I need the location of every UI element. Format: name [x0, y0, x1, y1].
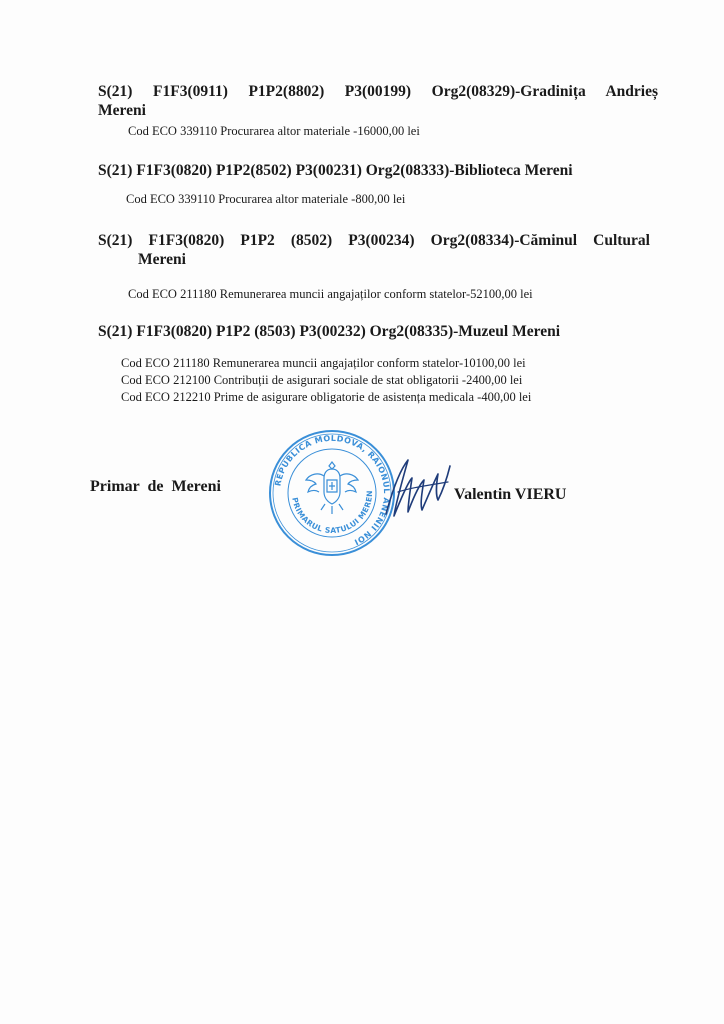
stamp-inner-text: PRIMARUL SATULUI MEREN: [290, 490, 375, 536]
section-heading-caminul: [98, 231, 650, 269]
signatory-title: Primar de Mereni: [90, 478, 221, 495]
eco-item: Cod ECO 339110 Procurarea altor materiale -800,00 lei: [126, 192, 406, 206]
section-heading-gradinita: [98, 82, 658, 120]
section-heading-line: Mereni: [138, 251, 186, 268]
section-heading-biblioteca: [98, 161, 658, 180]
section-heading-line: S(21) F1F3(0820) P1P2 (8502) P3(00234) Org2(08334)-Căminul Cultural: [98, 232, 650, 249]
section-heading-line: S(21) F1F3(0820) P1P2(8502) P3(00231) Org2(08333)-Biblioteca Mereni: [98, 162, 573, 179]
stamp-outer-text: REPUBLICA MOLDOVA, RAIONUL ANENII NOI: [273, 433, 392, 547]
coat-of-arms-icon: [306, 462, 358, 514]
section-heading-line: Mereni: [98, 102, 146, 119]
signature-mark: [378, 452, 458, 522]
section-heading-line: S(21) F1F3(0820) P1P2 (8503) P3(00232) Org2(08335)-Muzeul Mereni: [98, 323, 561, 340]
eco-item: Cod ECO 211180 Remunerarea muncii angajaților conform statelor-52100,00 lei: [128, 287, 533, 301]
eco-item: Cod ECO 339110 Procurarea altor materiale -16000,00 lei: [128, 124, 420, 138]
section-heading-muzeul: [98, 322, 658, 341]
eco-item: Cod ECO 212100 Contribuții de asigurari sociale de stat obligatorii -2400,00 lei: [121, 373, 523, 387]
signatory-name: Valentin VIERU: [454, 486, 567, 503]
section-heading-line: S(21) F1F3(0911) P1P2(8802) P3(00199) Org2(08329)-Gradinița Andrieș: [98, 83, 658, 100]
eco-item: Cod ECO 211180 Remunerarea muncii angajaților conform statelor-10100,00 lei: [121, 356, 526, 370]
eco-item: Cod ECO 212210 Prime de asigurare obligatorie de asistența medicala -400,00 lei: [121, 390, 532, 404]
